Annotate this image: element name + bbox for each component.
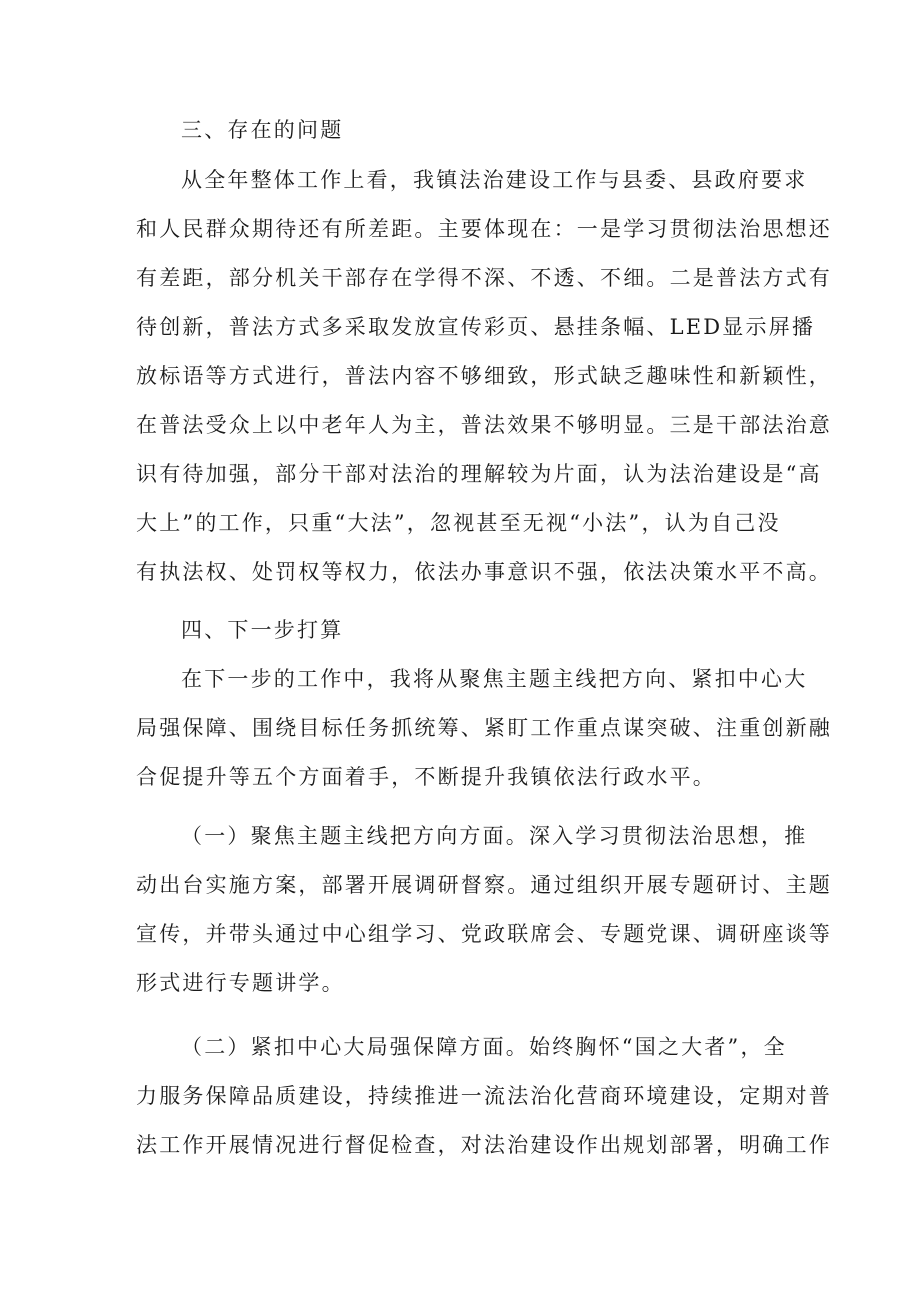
section-4-item-1-line: 动出台实施方案，部署开展调研督察。通过组织开展专题研讨、主题 bbox=[136, 873, 832, 897]
section-4-item-2-line: 法工作开展情况进行督促检查，对法治建设作出规划部署，明确工作 bbox=[136, 1133, 832, 1157]
section-4-heading: 四、下一步打算 bbox=[181, 618, 344, 642]
section-3-paragraph-line: 有差距，部分机关干部存在学得不深、不透、不细。二是普法方式有 bbox=[136, 266, 832, 290]
section-4-intro-line: 在下一步的工作中，我将从聚焦主题主线把方向、紧扣中心大 bbox=[181, 667, 808, 691]
section-3-heading: 三、存在的问题 bbox=[181, 118, 344, 142]
section-3-paragraph-line: 待创新，普法方式多采取发放宣传彩页、悬挂条幅、LED显示屏播 bbox=[136, 315, 816, 339]
section-4-item-1-line: （一）聚焦主题主线把方向方面。深入学习贯彻法治思想，推 bbox=[181, 824, 808, 848]
section-4-item-1-line: 形式进行专题讲学。 bbox=[136, 971, 345, 995]
section-4-intro-line: 局强保障、围绕目标任务抓统筹、紧盯工作重点谋突破、注重创新融 bbox=[136, 716, 832, 740]
section-3-paragraph-line: 从全年整体工作上看，我镇法治建设工作与县委、县政府要求 bbox=[181, 168, 808, 192]
section-3-paragraph-line: 和人民群众期待还有所差距。主要体现在：一是学习贯彻法治思想还 bbox=[136, 217, 832, 241]
section-3-paragraph-line: 有执法权、处罚权等权力，依法办事意识不强，依法决策水平不高。 bbox=[136, 560, 832, 584]
section-3-paragraph-line: 在普法受众上以中老年人为主，普法效果不够明显。三是干部法治意 bbox=[136, 413, 832, 437]
section-4-intro-line: 合促提升等五个方面着手，不断提升我镇依法行政水平。 bbox=[136, 765, 716, 789]
section-4-item-2-line: 力服务保障品质建设，持续推进一流法治化营商环境建设，定期对普 bbox=[136, 1084, 832, 1108]
section-4-item-2-line: （二）紧扣中心大局强保障方面。始终胸怀“国之大者”，全 bbox=[181, 1035, 787, 1059]
section-3-paragraph-line: 大上”的工作，只重“大法”，忽视甚至无视“小法”，认为自己没 bbox=[136, 511, 781, 535]
section-3-paragraph-line: 识有待加强，部分干部对法治的理解较为片面，认为法治建设是“高 bbox=[136, 462, 822, 486]
section-3-paragraph-line: 放标语等方式进行，普法内容不够细致，形式缺乏趣味性和新颖性， bbox=[136, 364, 832, 388]
section-4-item-1-line: 宣传，并带头通过中心组学习、党政联席会、专题党课、调研座谈等 bbox=[136, 922, 832, 946]
